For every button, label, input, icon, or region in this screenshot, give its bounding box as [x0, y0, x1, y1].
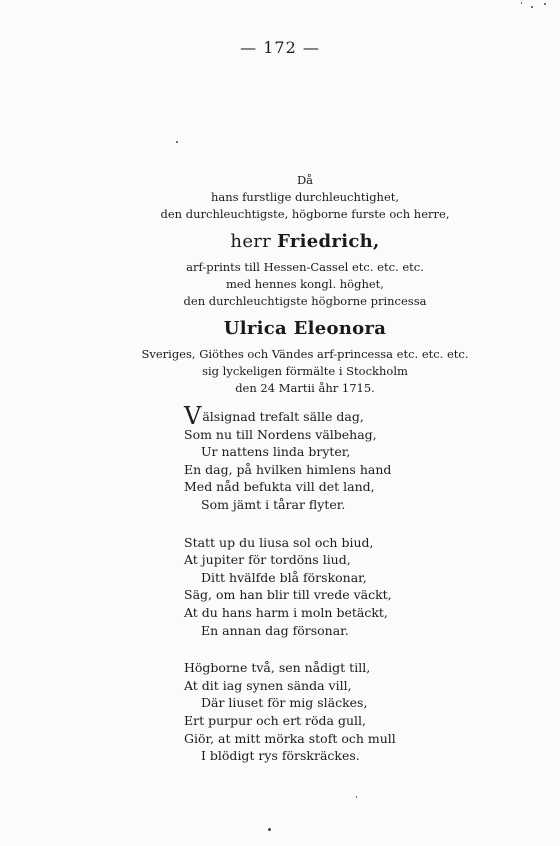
paper-speck — [176, 141, 178, 143]
verse-line: At dit iag synen sända vill, — [184, 677, 352, 693]
dedication-line: sig lyckeligen förmälte i Stockholm — [202, 364, 408, 378]
verse-line: Statt up du liusa sol och biud, — [184, 534, 374, 550]
verse-line: I blödigt rys förskräckes. — [201, 748, 360, 764]
dedication-line: arf-prints till Hessen-Cassel etc. etc. etc. — [186, 260, 424, 274]
verse-line: At jupiter för tordöns liud, — [184, 552, 351, 568]
stanza — [184, 402, 396, 514]
verse-line: Som nu till Nordens välbehag, — [184, 426, 377, 442]
paper-speck — [268, 828, 271, 831]
name-prefix: herr — [230, 231, 278, 252]
name-heading-friedrich — [0, 230, 560, 254]
stanza — [184, 659, 396, 765]
verse-line: Ur nattens linda bryter, — [201, 444, 351, 460]
dedication-block — [0, 172, 560, 397]
verse-line: Säg, om han blir till vrede väckt, — [184, 587, 392, 603]
verse-line: Ditt hvälfde blå förskonar, — [201, 569, 367, 585]
dedication-line: hans furstlige durchleuchtighet, — [210, 190, 400, 204]
dedication-line: Då — [296, 173, 314, 187]
poem — [184, 402, 396, 785]
name-heading-ulrica: Ulrica Eleonora — [223, 318, 387, 339]
paper-speck — [521, 2, 522, 4]
verse-line: Högborne två, sen nådigt till, — [184, 660, 371, 676]
name-friedrich: Friedrich, — [277, 231, 380, 252]
dedication-line: med hennes kongl. höghet, — [226, 277, 384, 291]
verse-line: Ert purpur och ert röda gull, — [184, 712, 366, 728]
dedication-line: den durchleuchtigste högborne princessa — [183, 294, 427, 308]
drop-cap: V — [184, 402, 202, 430]
verse-line: Giör, at mitt mörka stoft och mull — [184, 730, 396, 746]
verse-line — [184, 402, 396, 430]
paper-speck — [356, 796, 357, 798]
verse-line: En annan dag försonar. — [201, 622, 349, 638]
dedication-line: Sveriges, Giöthes och Vändes arf-princessa etc. etc. etc. — [141, 347, 469, 361]
page-number: — 172 — — [240, 38, 320, 57]
dedication-line: den 24 Martii åhr 1715. — [235, 381, 375, 395]
verse-line: Där liuset för mig släckes, — [201, 695, 368, 711]
verse-line: En dag, på hvilken himlens hand — [184, 461, 392, 477]
stanza — [184, 534, 396, 640]
paper-speck — [531, 6, 533, 8]
verse-line: Som jämt i tårar flyter. — [201, 496, 346, 512]
paper-speck — [544, 3, 546, 5]
verse-line: At du hans harm i moln betäckt, — [184, 604, 388, 620]
verse-line: Med nåd befukta vill det land, — [184, 479, 375, 495]
verse-text: älsignad trefalt sälle dag, — [202, 409, 364, 424]
dedication-line: den durchleuchtigste, högborne furste och herre, — [160, 207, 450, 221]
